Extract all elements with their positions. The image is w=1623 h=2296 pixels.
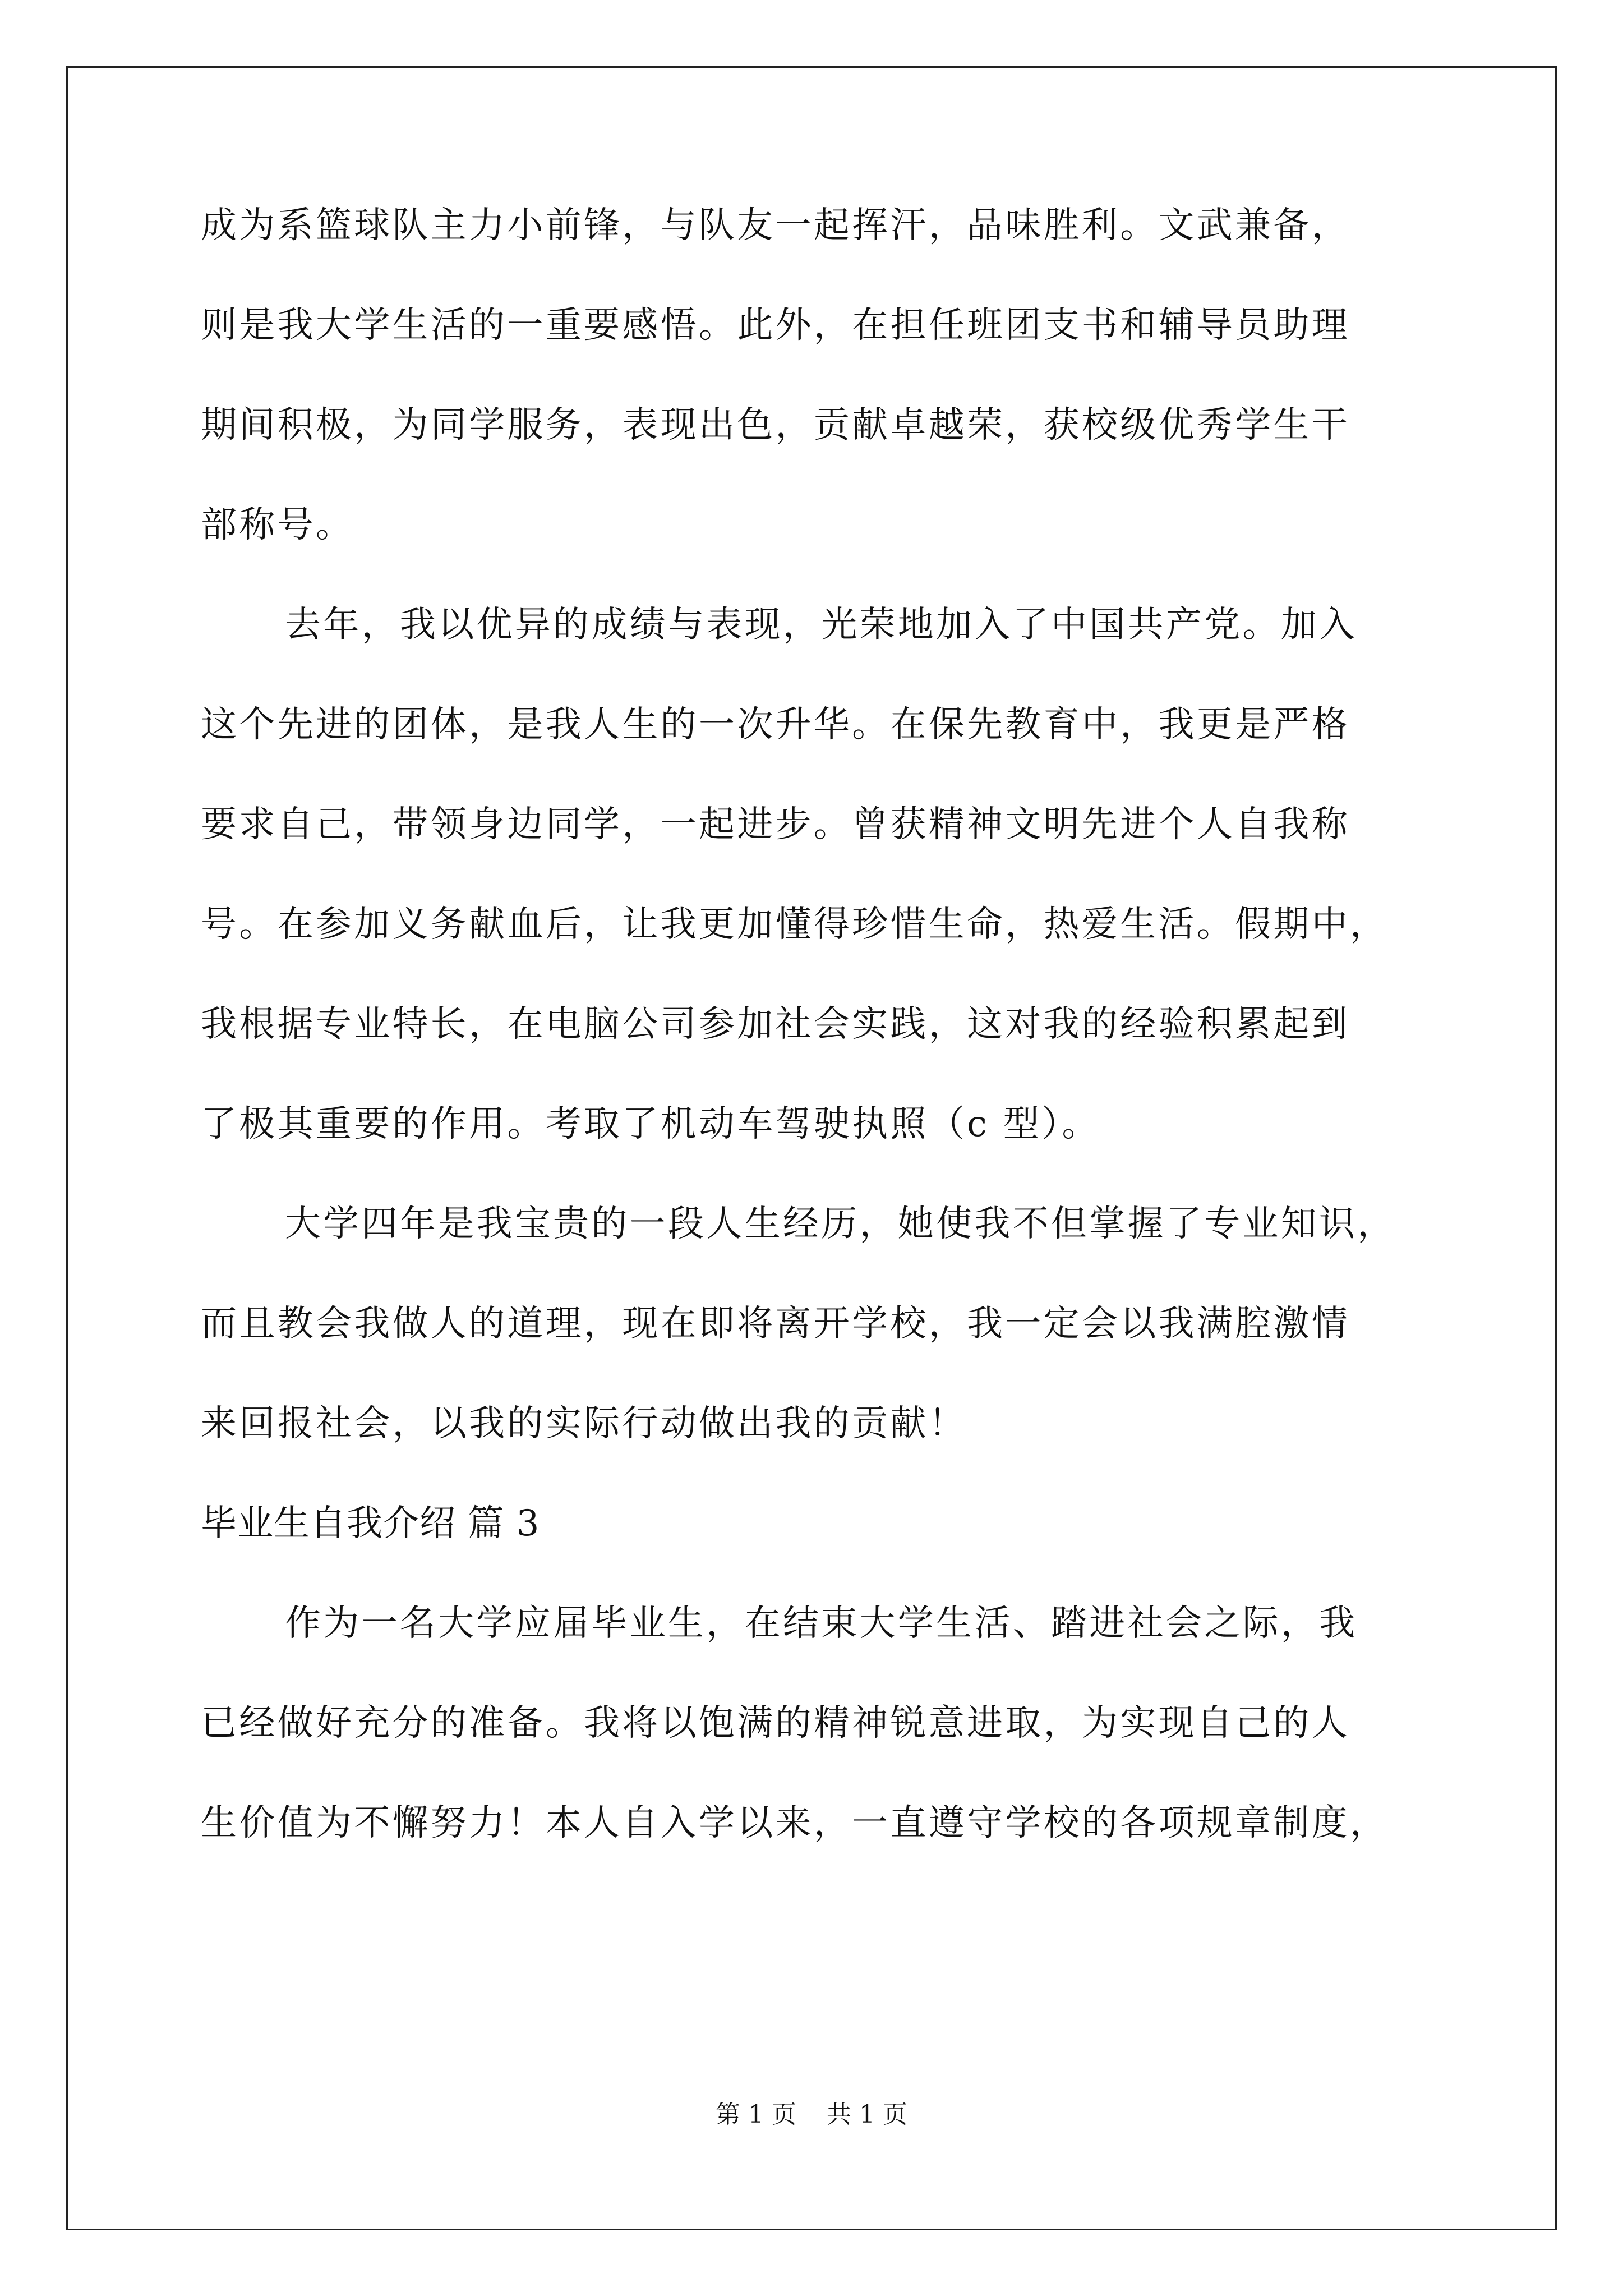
text-line: 号。在参加义务献血后，让我更加懂得珍惜生命，热爱生活。假期中，	[201, 904, 1389, 945]
document-body	[201, 205, 1435, 1905]
text-line: 则是我大学生活的一重要感悟。此外，在担任班团支书和辅导员助理	[201, 305, 1350, 346]
text-line: 部称号。	[201, 504, 354, 546]
text-line: 来回报社会，以我的实际行动做出我的贡献！	[201, 1403, 967, 1444]
text-line: 成为系篮球队主力小前锋，与队友一起挥汗，品味胜利。文武兼备，	[201, 205, 1350, 246]
text-line: 而且教会我做人的道理，现在即将离开学校，我一定会以我满腔激情	[201, 1303, 1350, 1345]
paragraph-start-line: 大学四年是我宝贵的一段人生经历，她使我不但掌握了专业知识，	[285, 1203, 1396, 1245]
page-footer	[0, 2102, 1623, 2127]
paragraph-start-line: 作为一名大学应届毕业生，在结束大学生活、踏进社会之际，我	[285, 1603, 1358, 1644]
text-line: 了极其重要的作用。考取了机动车驾驶执照（c 型）。	[201, 1103, 1100, 1145]
text-line: 已经做好充分的准备。我将以饱满的精神锐意进取，为实现自己的人	[201, 1703, 1350, 1744]
section-heading: 毕业生自我介绍 篇 3	[201, 1503, 540, 1544]
page-total: 共 1 页	[827, 2100, 907, 2129]
text-line: 我根据专业特长，在电脑公司参加社会实践，这对我的经验积累起到	[201, 1004, 1350, 1045]
text-line: 生价值为不懈努力！本人自入学以来，一直遵守学校的各项规章制度，	[201, 1802, 1389, 1844]
text-line: 期间积极，为同学服务，表现出色，贡献卓越荣，获校级优秀学生干	[201, 404, 1350, 446]
paragraph-start-line: 去年，我以优异的成绩与表现，光荣地加入了中国共产党。加入	[285, 604, 1358, 646]
text-line: 要求自己，带领身边同学，一起进步。曾获精神文明先进个人自我称	[201, 804, 1350, 845]
text-line: 这个先进的团体，是我人生的一次升华。在保先教育中，我更是严格	[201, 704, 1350, 746]
page-number: 第 1 页	[716, 2100, 796, 2129]
